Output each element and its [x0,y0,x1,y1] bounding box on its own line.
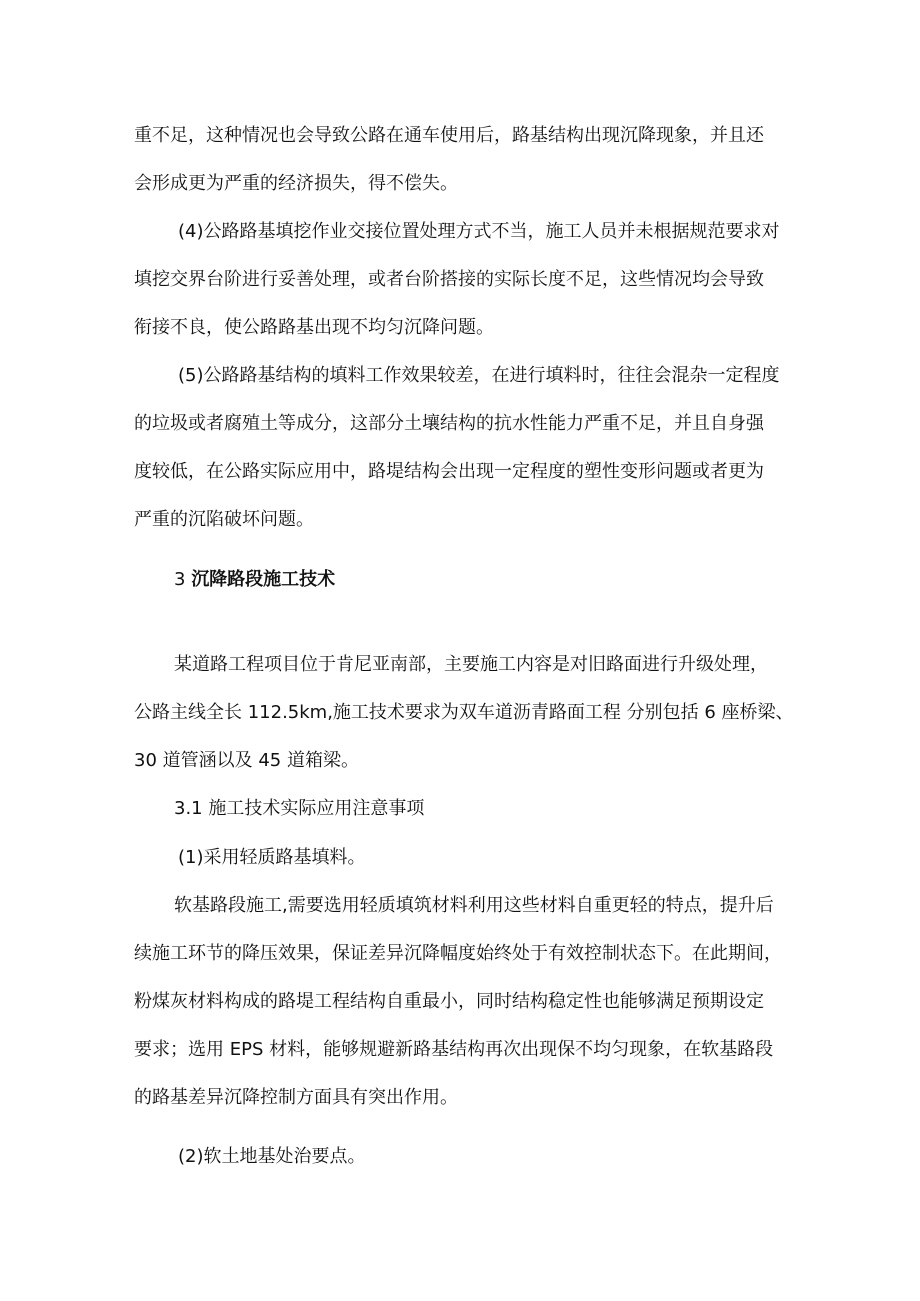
item-1-line: 要求；选用 EPS 材料，能够规避新路基结构再次出现保不均匀现象，在软基路段 [134,1039,774,1060]
item-4-line: 填挖交界台阶进行妥善处理，或者台阶搭接的实际长度不足，这些情况均会导致 [134,269,764,290]
paragraph-line: 重不足，这种情况也会导致公路在通车使用后，路基结构出现沉降现象，并且还 [134,125,764,146]
section-number: 3 [174,569,186,590]
item-1-line: 续施工环节的降压效果，保证差异沉降幅度始终处于有效控制状态下。在此期间， [134,943,782,964]
item-5-line: 严重的沉陷破坏问题。 [134,509,314,530]
item-1-line: 的路基差异沉降控制方面具有突出作用。 [134,1087,458,1108]
item-2-heading: (2)软土地基处治要点。 [178,1146,366,1167]
item-4-line: (4)公路路基填挖作业交接位置处理方式不当，施工人员并未根据规范要求对 [178,221,780,242]
item-5-line: (5)公路路基结构的填料工作效果较差，在进行填料时，往往会混杂一定程度 [178,365,780,386]
paragraph-line: 会形成更为严重的经济损失，得不偿失。 [134,173,458,194]
section-title: 沉降路段施工技术 [191,569,336,590]
intro-line: 30 道管涵以及 45 道箱梁。 [134,750,359,771]
intro-line: 公路主线全长 112.5km,施工技术要求为双车道沥青路面工程 分别包括 6 座桥梁、 [134,702,794,723]
intro-line: 某道路工程项目位于肯尼亚南部，主要施工内容是对旧路面进行升级处理， [174,654,768,675]
item-1-line: 粉煤灰材料构成的路堤工程结构自重最小，同时结构稳定性也能够满足预期设定 [134,991,764,1012]
item-1-line: 软基路段施工,需要选用轻质填筑材料利用这些材料自重更轻的特点，提升后 [174,895,774,916]
item-4-line: 衔接不良，使公路路基出现不均匀沉降问题。 [134,317,494,338]
item-5-line: 的垃圾或者腐殖土等成分，这部分土壤结构的抗水性能力严重不足，并且自身强 [134,413,764,434]
section-3-heading [174,567,335,593]
subsection-3-1-heading: 3.1 施工技术实际应用注意事项 [174,798,425,819]
item-5-line: 度较低，在公路实际应用中，路堤结构会出现一定程度的塑性变形问题或者更为 [134,461,764,482]
item-1-heading: (1)采用轻质路基填料。 [178,847,366,868]
